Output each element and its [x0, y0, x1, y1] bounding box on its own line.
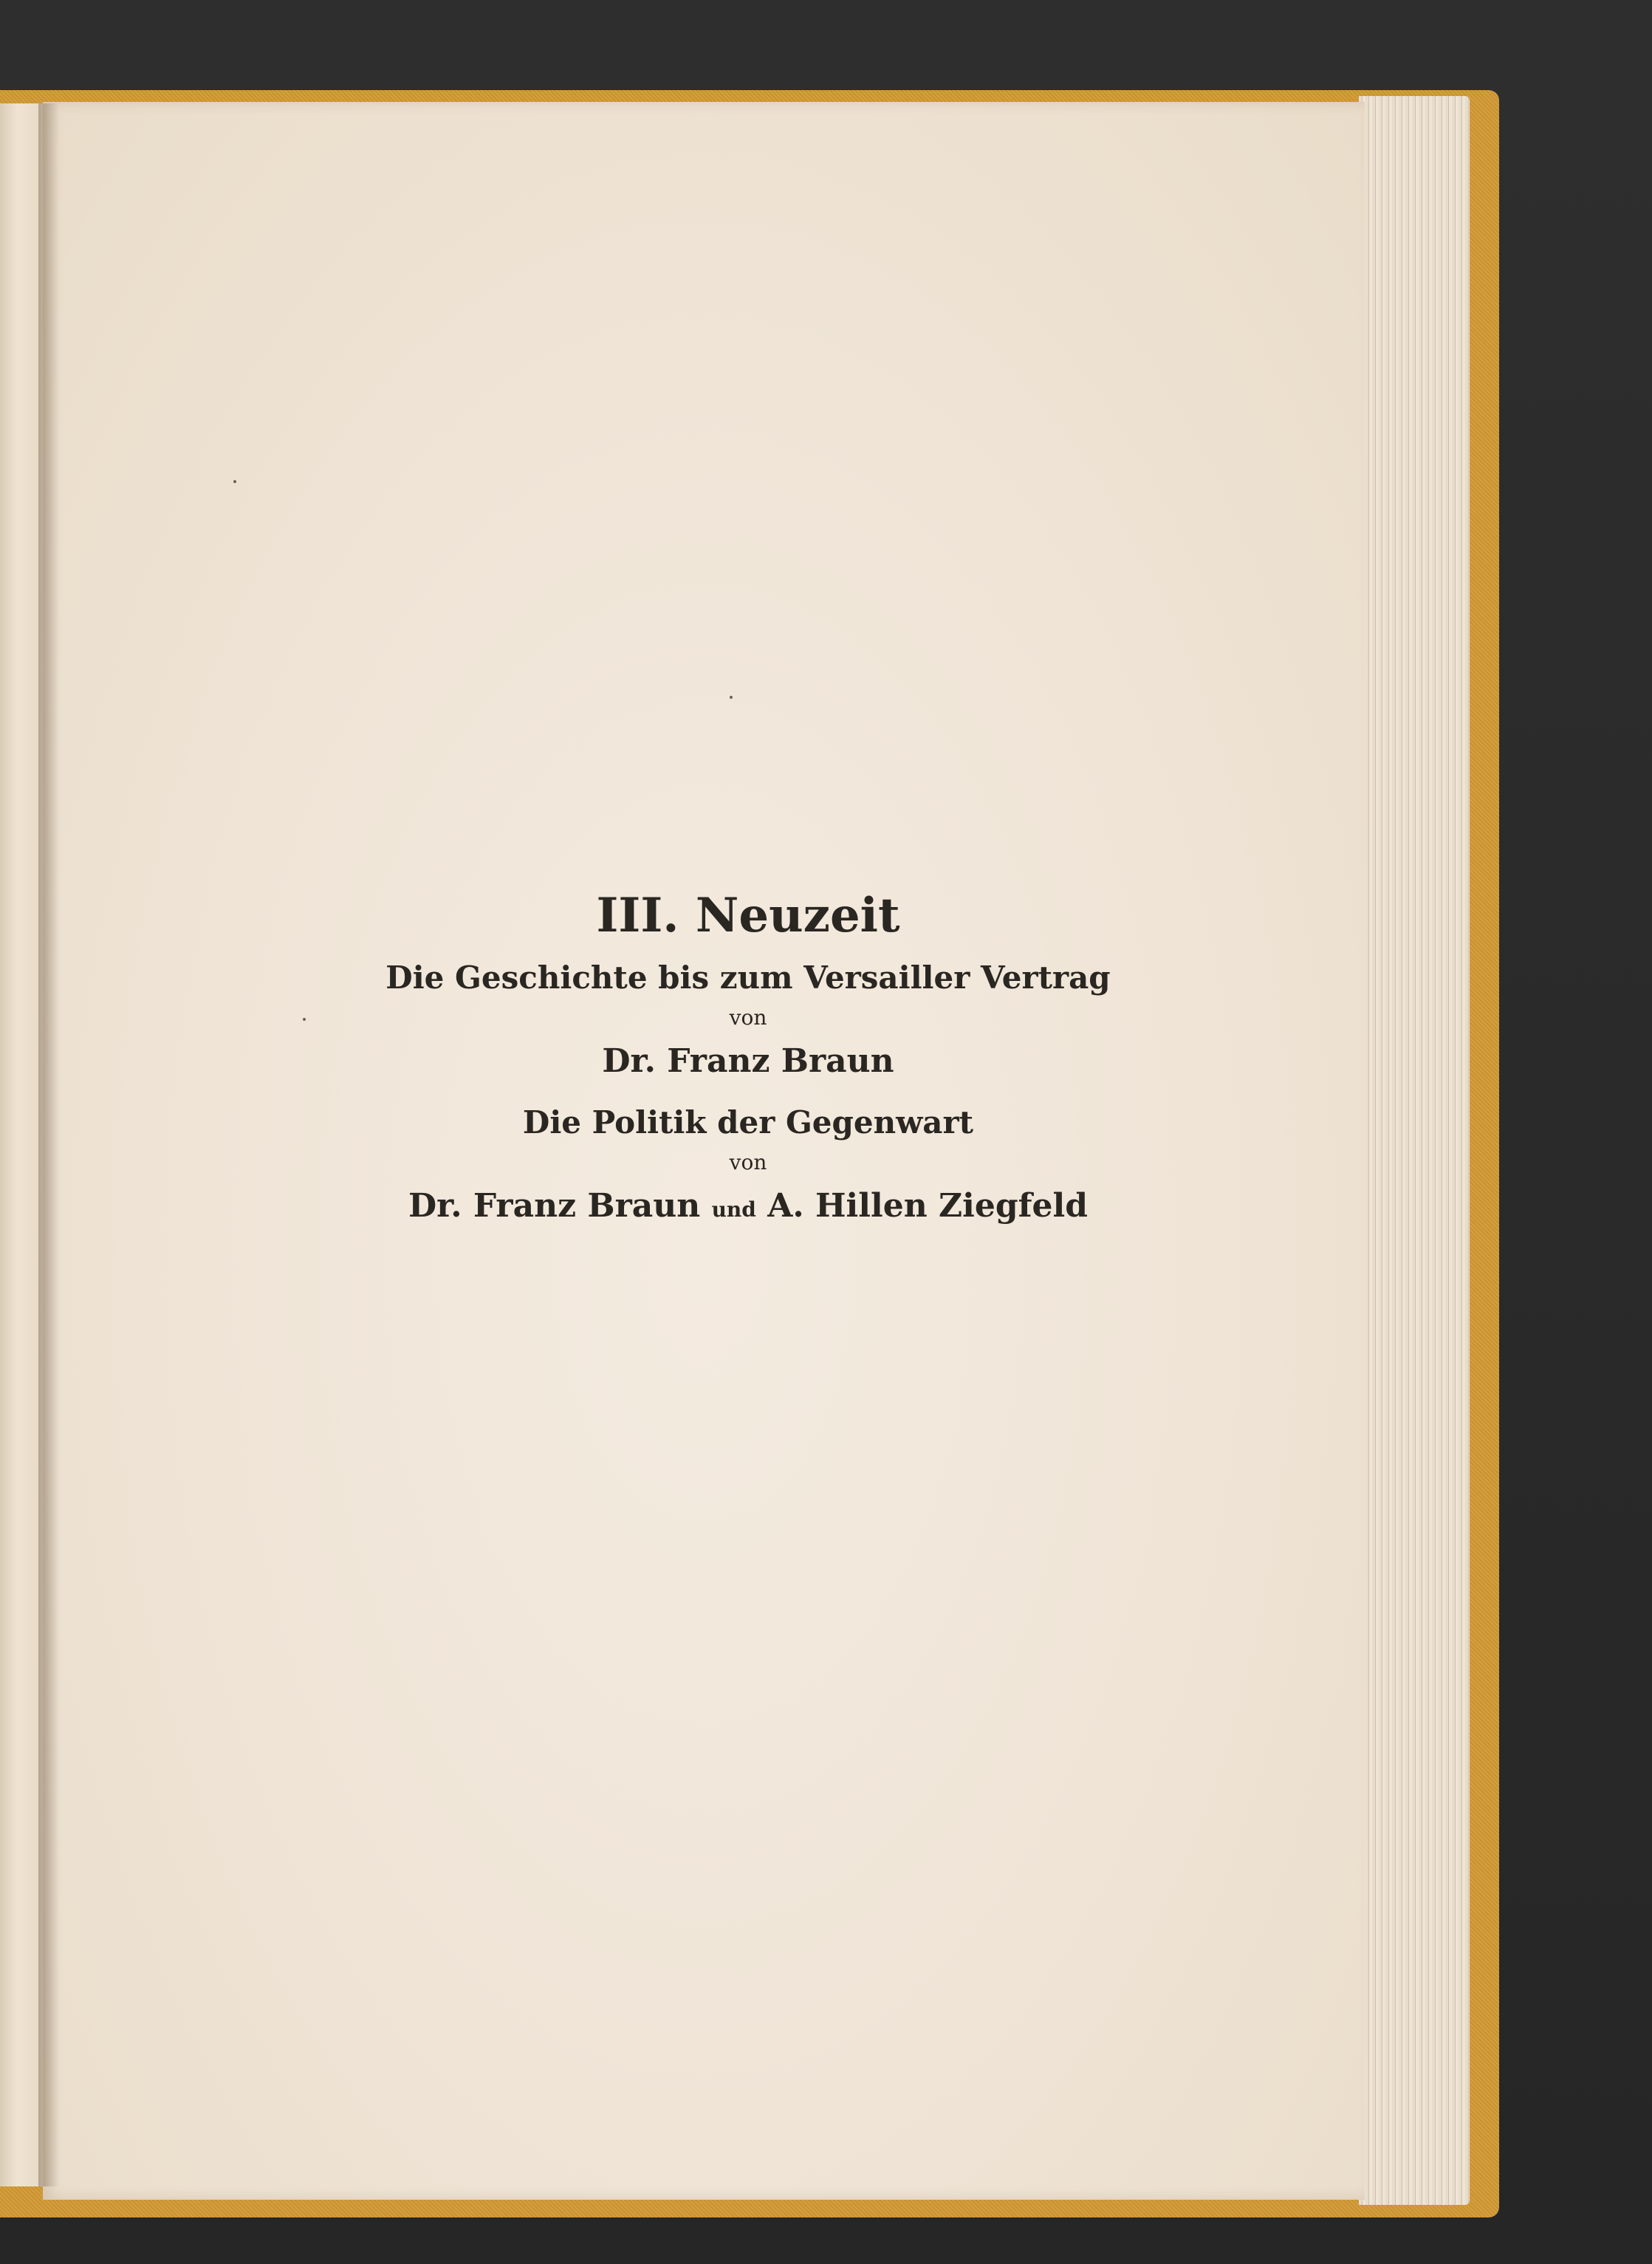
page-edge-stack [1359, 96, 1470, 2205]
part2-conjunction: und [711, 1197, 756, 1222]
paper-speck [730, 696, 733, 699]
title-block [323, 885, 1173, 1249]
part2-author-a: Dr. Franz Braun [408, 1187, 701, 1225]
left-page-edge [0, 103, 44, 2186]
part2-by: von [729, 1150, 767, 1174]
gutter-shadow [38, 103, 59, 2186]
paper-speck [233, 480, 236, 483]
part1-author: Dr. Franz Braun [602, 1042, 894, 1080]
part1-by: von [729, 1005, 767, 1030]
part2-author-b: A. Hillen Ziegfeld [767, 1187, 1088, 1225]
right-page [43, 102, 1365, 2200]
part1-subtitle: Die Geschichte bis zum Versailler Vertrag [385, 960, 1111, 996]
section-title: III. Neuzeit [596, 888, 900, 943]
part2-authors [323, 1180, 1173, 1236]
part2-subtitle: Die Politik der Gegenwart [522, 1104, 974, 1140]
paper-speck [303, 1018, 306, 1021]
